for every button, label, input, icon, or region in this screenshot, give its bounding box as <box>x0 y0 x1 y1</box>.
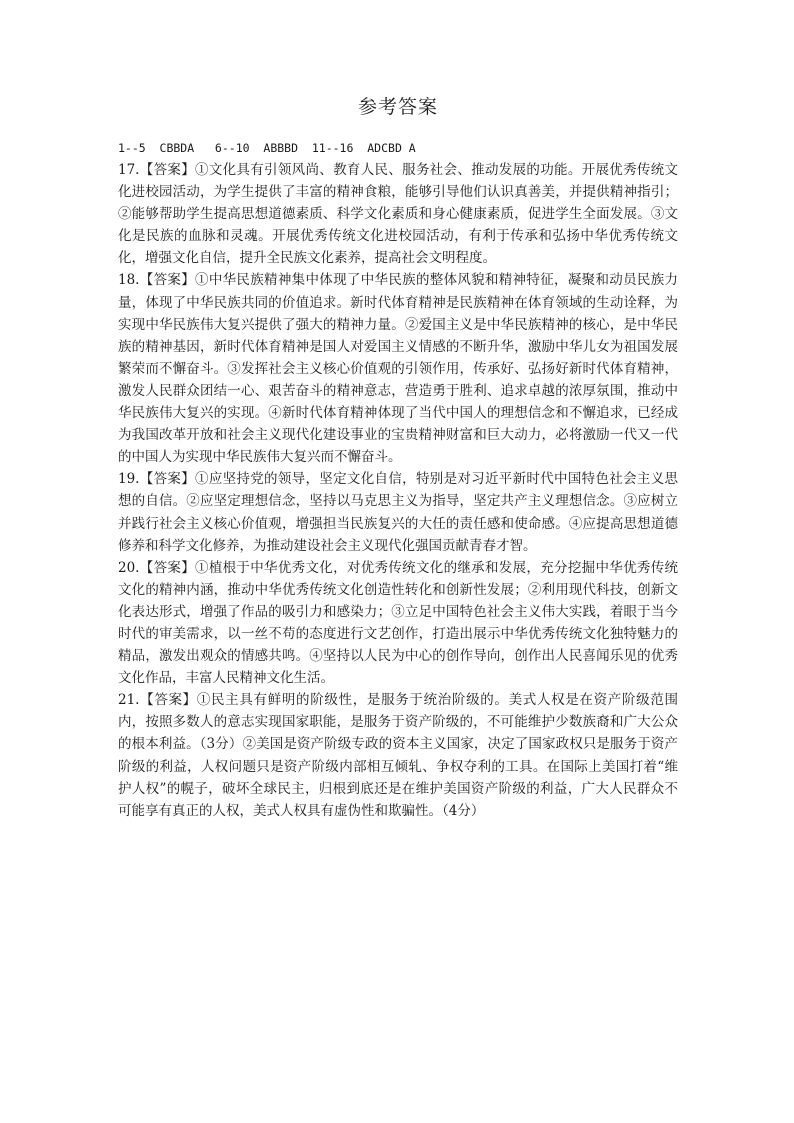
multiple-choice-answers: 1--5 CBBDA 6--10 ABBBD 11--16 ADCBD A <box>118 141 416 155</box>
answer-20: 20.【答案】①植根于中华优秀文化，对优秀传统文化的继承和发展，充分挖掘中华优秀传统文化的精神内涵，推动中华优秀传统文化创造性转化和创新性发展；②利用现代科技，创新文化表达形式，增强了作品的吸引力和感染力；③立足中国特色社会主义伟大实践，着眼于当今时代的审美需求，以一丝不苟的态度进行文艺创作，打造出展示中华优秀传统文化独特魅力的精品，激发出观众的情感共鸣。④坚持以人民为中心的创作导向，创作出人民喜闻乐见的优秀文化作品，丰富人民精神文化生活。 <box>118 559 678 687</box>
answer-17: 17.【答案】①文化具有引领风尚、教育人民、服务社会、推动发展的功能。开展优秀传统文化进校园活动，为学生提供了丰富的精神食粮，能够引导他们认识真善美，并提供精神指引；②能够帮助学生提高思想道德素质、科学文化素质和身心健康素质，促进学生全面发展。③文化是民族的血脉和灵魂。开展优秀传统文化进校园活动，有利于传承和弘扬中华优秀传统文化，增强文化自信，提升全民族文化素养，提高社会文明程度。 <box>118 162 678 267</box>
page-title: 参考答案 <box>357 96 438 118</box>
answer-19: 19.【答案】①应坚持党的领导，坚定文化自信，特别是对习近平新时代中国特色社会主义思想的自信。②应坚定理想信念，坚持以马克思主义为指导，坚定共产主义理想信念。③应树立并践行社会主义核心价值观，增强担当民族复兴的大任的责任感和使命感。④应提高思想道德修养和科学文化修养，为推动建设社会主义现代化强国贡献青春才智。 <box>118 471 678 554</box>
answer-21: 21.【答案】①民主具有鲜明的阶级性，是服务于统治阶级的。美式人权是在资产阶级范围内，按照多数人的意志实现国家职能，是服务于资产阶级的，不可能维护少数族裔和广大公众的根本利益。（3分）②美国是资产阶级专政的资本主义国家，决定了国家政权只是服务于资产阶级的利益，人权问题只是资产阶级内部相互倾轧、争权夺利的工具。在国际上美国打着“维护人权”的幌子，破坏全球民主，归根到底还是在维护美国资产阶级的利益，广大人民群众不可能享有真正的人权，美式人权具有虚伪性和欺骗性。（4分） <box>118 692 678 819</box>
answer-18: 18.【答案】①中华民族精神集中体现了中华民族的整体风貌和精神特征，凝聚和动员民族力量，体现了中华民族共同的价值追求。新时代体育精神是民族精神在体育领域的生动诠释，为实现中华民族伟大复兴提供了强大的精神力量。②爱国主义是中华民族精神的核心，是中华民族的精神基因，新时代体育精神是国人对爱国主义情感的不断升华，激励中华儿女为祖国发展繁荣而不懈奋斗。③发挥社会主义核心价值观的引领作用，传承好、弘扬好新时代体育精神，激发人民群众团结一心、艰苦奋斗的精神意志，营造勇于胜利、追求卓越的浓厚氛围，推动中华民族伟大复兴的实现。④新时代体育精神体现了当代中国人的理想信念和不懈追求，已经成为我国改革开放和社会主义现代化建设事业的宝贵精神财富和巨大动力，必将激励一代又一代的中国人为实现中华民族伟大复兴而不懈奋斗。 <box>118 272 678 466</box>
answer-sheet <box>118 92 678 822</box>
